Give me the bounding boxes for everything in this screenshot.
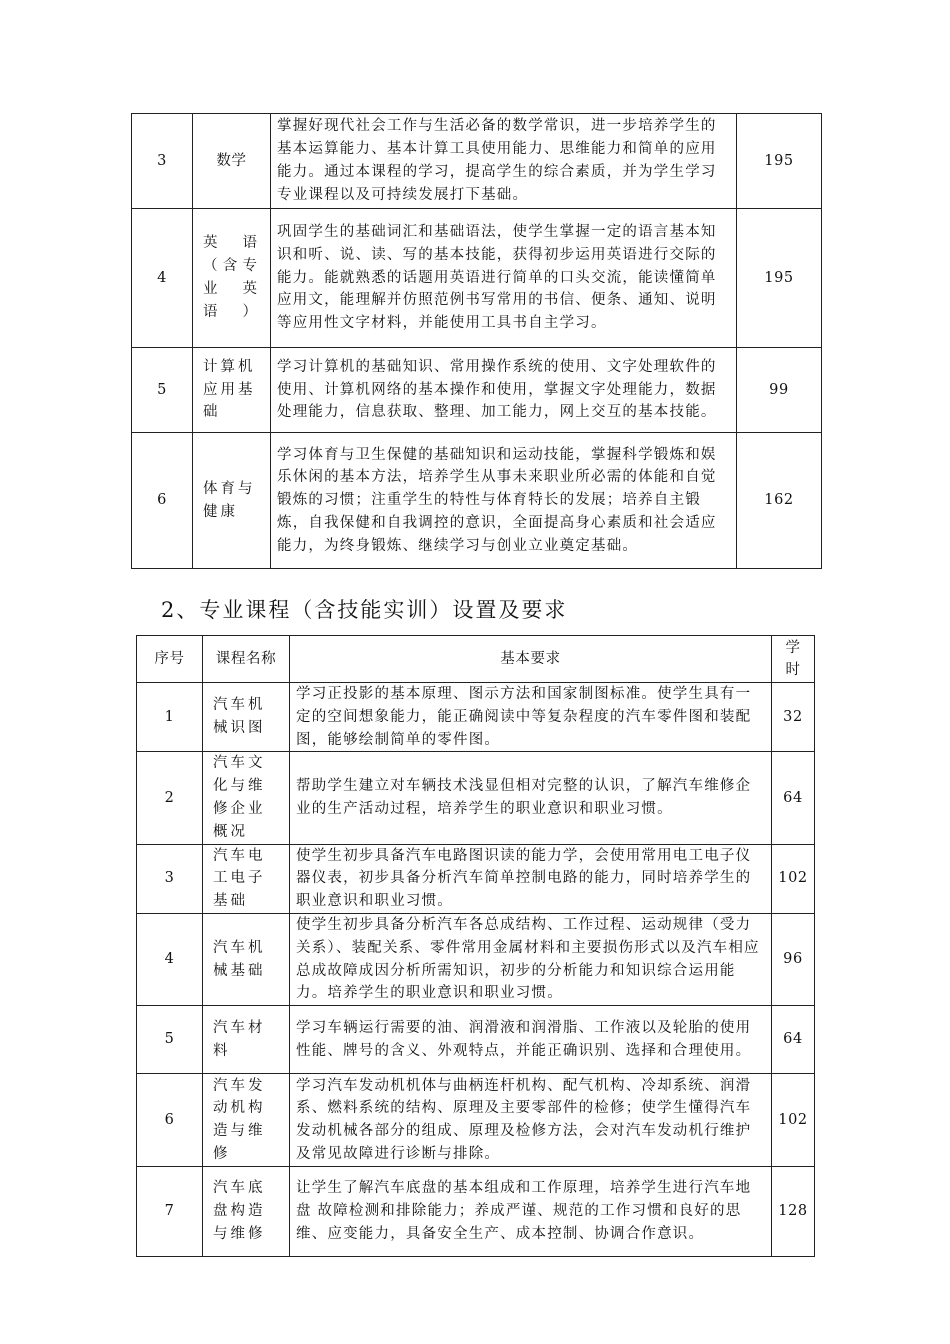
course-hours: 96: [772, 913, 815, 1005]
section-heading: 2、专业课程（含技能实训）设置及要求: [161, 598, 568, 622]
table-row: [137, 1074, 815, 1167]
course-requirement: 学习车辆运行需要的油、润滑液和润滑脂、工作液以及轮胎的使用性能、牌号的含义、外观特点，并能正确识别、选择和合理使用。: [290, 1006, 772, 1074]
course-requirement: 学习正投影的基本原理、图示方法和国家制图标准。使学生具有一定的空间想象能力，能正确阅读中等复杂程度的汽车零件图和装配图，能够绘制简单的零件图。: [290, 683, 772, 752]
course-name: 汽车发动机构造与维修: [203, 1074, 290, 1167]
table-row: [137, 1006, 815, 1074]
course-hours: 102: [772, 1074, 815, 1167]
course-requirement: 学习汽车发动机机体与曲柄连杆机构、配气机构、冷却系统、润滑系、燃料系统的结构、原理及主要零部件的检修；使学生懂得汽车发动机械各部分的组成、原理及检修方法，会对汽车发动机行维护及常见故障进行诊断与排除。: [290, 1074, 772, 1167]
row-number: 4: [132, 209, 193, 348]
course-name: 汽车机械基础: [203, 913, 290, 1005]
course-hours: 64: [772, 1006, 815, 1074]
course-requirement: 使学生初步具备分析汽车各总成结构、工作过程、运动规律（受力关系）、装配关系、零件常用金属材料和主要损伤形式以及汽车相应总成故障成因分析所需知识，初步的分析能力和知识综合运用能力。培养学生的职业意识和职业习惯。: [290, 913, 772, 1005]
table-row: [137, 913, 815, 1005]
course-hours: 162: [737, 433, 822, 569]
general-courses-table: [131, 113, 822, 569]
table-row: [132, 114, 822, 209]
course-requirement: 学习体育与卫生保健的基础知识和运动技能，掌握科学锻炼和娱乐休闲的基本方法，培养学生从事未来职业所必需的体能和自觉锻炼的习惯；注重学生的特性与体育特长的发展；培养自主锻炼，自我保健和自我调控的意识，全面提高身心素质和社会适应能力，为终身锻炼、继续学习与创业立业奠定基础。: [271, 433, 737, 569]
table-row: [132, 433, 822, 569]
table-row: [132, 348, 822, 433]
row-number: 5: [132, 348, 193, 433]
table-row: [132, 209, 822, 348]
row-number: 6: [132, 433, 193, 569]
professional-courses-table: [136, 635, 815, 1257]
course-hours: 102: [772, 844, 815, 913]
course-hours: 32: [772, 683, 815, 752]
course-name: 计算机应用基础: [193, 348, 271, 433]
course-requirement: 让学生了解汽车底盘的基本组成和工作原理，培养学生进行汽车地盘 故障检测和排除能力；养成严谨、规范的工作习惯和良好的思维、应变能力，具备安全生产、成本控制、协调合作意识。: [290, 1167, 772, 1257]
course-name: 汽车材料: [203, 1006, 290, 1074]
row-number: 6: [137, 1074, 203, 1167]
column-header-requirements: 基本要求: [290, 636, 772, 683]
course-name: 数学: [193, 114, 271, 209]
table-row: [137, 1167, 815, 1257]
row-number: 1: [137, 683, 203, 752]
course-hours: 128: [772, 1167, 815, 1257]
table-row: [137, 844, 815, 913]
column-header-hours: 学时: [772, 636, 815, 683]
row-number: 5: [137, 1006, 203, 1074]
course-hours: 64: [772, 752, 815, 844]
course-name: 汽车机械识图: [203, 683, 290, 752]
course-requirement: 使学生初步具备汽车电路图识读的能力学，会使用常用电工电子仪器仪表，初步具备分析汽车简单控制电路的能力，同时培养学生的职业意识和职业习惯。: [290, 844, 772, 913]
table-header-row: [137, 636, 815, 683]
course-requirement: 掌握好现代社会工作与生活必备的数学常识，进一步培养学生的基本运算能力、基本计算工具使用能力、思维能力和简单的应用能力。通过本课程的学习，提高学生的综合素质，并为学生学习专业课程以及可持续发展打下基础。: [271, 114, 737, 209]
row-number: 4: [137, 913, 203, 1005]
row-number: 2: [137, 752, 203, 844]
course-name: 体育与健康: [193, 433, 271, 569]
row-number: 7: [137, 1167, 203, 1257]
row-number: 3: [137, 844, 203, 913]
course-requirement: 帮助学生建立对车辆技术浅显但相对完整的认识，了解汽车维修企业的生产活动过程，培养学生的职业意识和职业习惯。: [290, 752, 772, 844]
column-header-number: 序号: [137, 636, 203, 683]
course-hours: 195: [737, 114, 822, 209]
table-row: [137, 683, 815, 752]
course-name: 汽车文化与维修企业概况: [203, 752, 290, 844]
course-requirement: 学习计算机的基础知识、常用操作系统的使用、文字处理软件的使用、计算机网络的基本操作和使用，掌握文字处理能力，数据处理能力，信息获取、整理、加工能力，网上交互的基本技能。: [271, 348, 737, 433]
course-name: 汽车电工电子基础: [203, 844, 290, 913]
course-hours: 99: [737, 348, 822, 433]
table-row: [137, 752, 815, 844]
course-name: 英语（含专业英语）: [193, 209, 271, 348]
row-number: 3: [132, 114, 193, 209]
column-header-course-name: 课程名称: [203, 636, 290, 683]
course-requirement: 巩固学生的基础词汇和基础语法，使学生掌握一定的语言基本知识和听、说、读、写的基本技能，获得初步运用英语进行交际的能力。能就熟悉的话题用英语进行简单的口头交流，能读懂简单应用文，能理解并仿照范例书写常用的书信、便条、通知、说明等应用性文字材料，并能使用工具书自主学习。: [271, 209, 737, 348]
course-hours: 195: [737, 209, 822, 348]
course-name: 汽车底盘构造与维修: [203, 1167, 290, 1257]
